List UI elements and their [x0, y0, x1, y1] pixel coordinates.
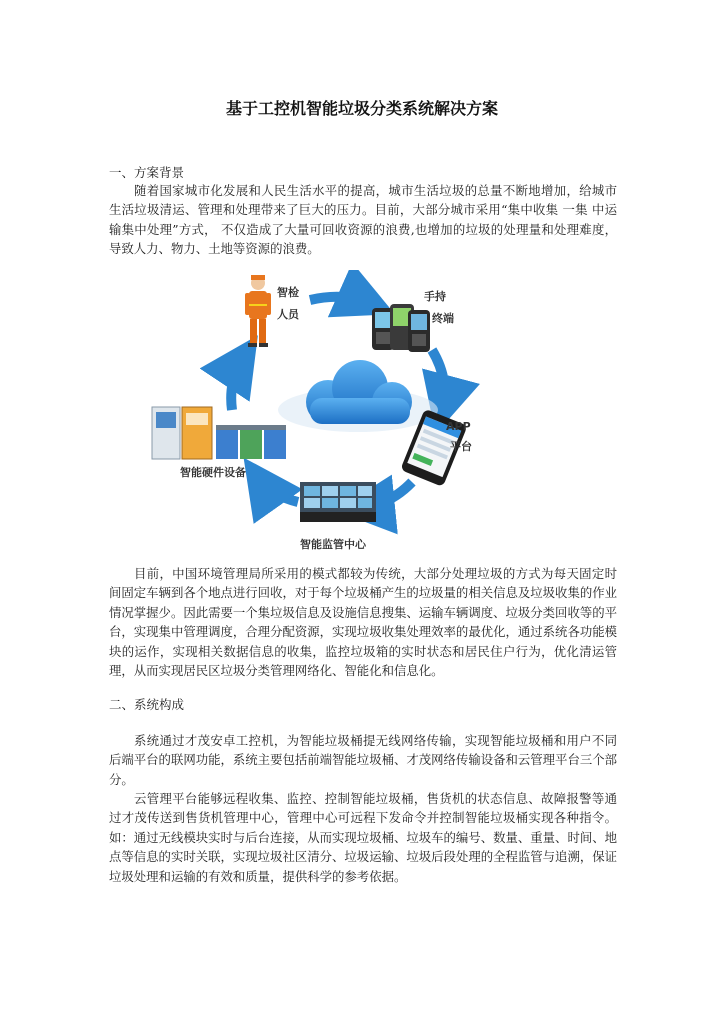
paragraph-background-1: 随着国家城市化发展和人民生活水平的提高，城市生活垃圾的总量不断地增加，给城市生活垃圾清运、管理和处理带来了巨大的压力。目前，大部分城市采用“集中收集 一集 中运输集中处理”方式， 不仅造成了大量可回收资源的浪费,也增加的垃圾的处理量和处理难度，导致人力、物力、土地等资源的浪费。: [109, 183, 617, 257]
monitoring-center-icon: [300, 482, 376, 522]
app-label-line2: 平台: [450, 440, 472, 453]
app-label-line1: APP: [446, 420, 471, 433]
arrow-to-hardware: [258, 478, 298, 502]
section-heading-background: 一、方案背景: [109, 165, 185, 180]
paragraph-system-1: 系统通过才茂安卓工控机，为智能垃圾桶提无线网络传输，实现智能垃圾桶和用户不同后端平台的联网功能，系统主要包括前端智能垃圾桶、才茂网络传输设备和云管理平台三个部分。: [109, 733, 618, 787]
paragraph-background-2: 目前，中国环境管理局所采用的模式都较为传统，大部分处理垃圾的方式为每天固定时间固定车辆到各个地点进行回收，对于每个垃圾桶产生的垃圾量的相关信息及垃圾收集的作业情况掌握少。因此需要一个集垃圾信息及设施信息搜集、运输车辆调度、垃圾分类回收等的平台，实现集中管理调度，合理分配资源，实现垃圾收集处理效率的最优化，通过系统各功能模块的运作，实现相关数据信息的收集，监控垃圾箱的实时状态和居民住户行为，优化清运管理，从而实现居民区垃圾分类管理网络化、智能化和信息化。: [109, 566, 618, 679]
cloud-icon: [278, 360, 438, 432]
section-heading-system: 二、系统构成: [109, 697, 185, 712]
inspector-label-line1: 智检: [277, 286, 299, 299]
arrow-to-app: [432, 350, 444, 410]
system-flow-diagram: [150, 270, 570, 562]
handheld-label-line2: 终端: [432, 312, 454, 325]
arrow-to-handheld: [310, 297, 372, 304]
handheld-terminal-icon: [372, 304, 430, 352]
inspector-label-line2: 人员: [277, 308, 299, 321]
inspector-person-icon: [245, 275, 271, 347]
arrow-to-inspector: [231, 356, 244, 410]
handheld-label-line1: 手持: [424, 290, 446, 303]
smart-hardware-icon: [152, 407, 286, 459]
paragraph-system-2: 云管理平台能够远程收集、监控、控制智能垃圾桶，售货机的状态信息、故障报警等通过才茂传送到售货机管理中心，管理中心可远程下发命令并控制智能垃圾桶实现各种指令。如：通过无线模块实时与后台连接，从而实现垃圾桶、垃圾车的编号、数量、重量、时间、地点等信息的实时关联，实现垃圾社区清分、垃圾运输、垃圾后段处理的全程监管与追溯，保证垃圾处理和运输的有效和质量，提供科学的参考依据。: [109, 791, 618, 884]
hardware-label: 智能硬件设备: [180, 466, 246, 479]
document-title: 基于工控机智能垃圾分类系统解决方案: [225, 99, 498, 118]
monitor-center-label: 智能监管中心: [300, 538, 366, 551]
